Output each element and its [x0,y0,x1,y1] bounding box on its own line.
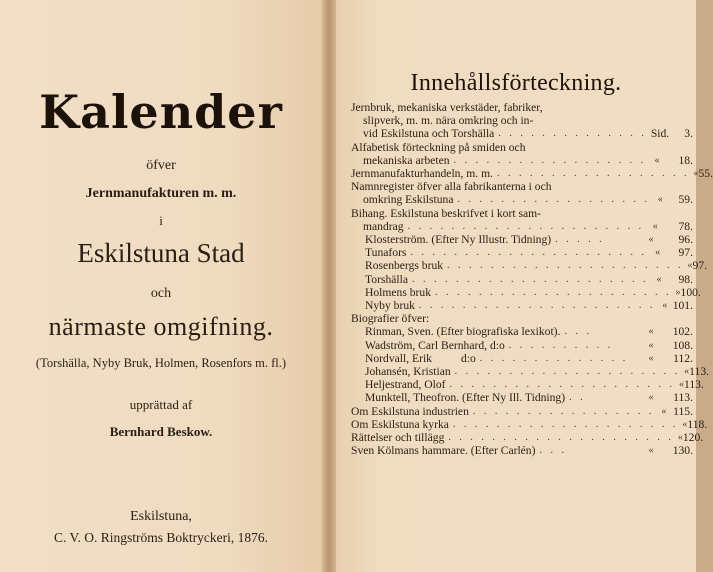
toc-entry-8 [351,259,708,273]
leader-dots: . . . . . [555,234,605,246]
leader-dots: . . . . . . . . . . . . . . . . . [472,405,655,417]
title-places: (Torshälla, Nyby Bruk, Holmen, Rosenfors m. fl.) [35,356,287,370]
ditto-mark: « [679,379,684,391]
title-och: och [150,286,172,301]
toc-entry-text: Sven Kölmans hammare. (Efter Carlén) [351,444,536,458]
ditto-mark: « [693,168,699,180]
toc-entry-12: Biografier öfver: [351,312,430,326]
toc-title: Innehållsförteckning. [410,70,622,96]
ditto-mark: « [648,392,654,404]
toc-entry-1 [351,127,693,140]
toc-page-number: 59. [678,193,693,207]
toc-page-number: 115. [673,404,693,418]
leader-dots: . . . . . . . . . . . . . . [498,128,647,140]
toc-entry-6 [351,233,693,246]
toc-entry-16 [351,365,710,379]
leader-dots: . . . . . . . . . . . . . . . . . . . . . . [435,286,672,298]
toc-page-number: 113. [684,378,704,392]
leader-dots: . . . [539,445,567,457]
toc-page-number: 113. [689,365,710,379]
imprint-printer: C. V. O. Ringströms Boktryckeri, 1876. [53,530,268,545]
ditto-mark: « [648,326,654,338]
leader-dots: . . . . . . . . . . . . . . . . . . . . . . [418,300,656,312]
ditto-mark: « [682,418,688,430]
toc-entry-text: mandrag [363,219,404,233]
toc-page-number: 113. [673,391,693,405]
toc-entry-19 [351,405,693,418]
toc-entry-10 [351,285,701,299]
toc-entry-1-line-1: Jernbruk, mekaniska verkstäder, fabriker, [351,101,543,114]
title-city: Eskilstuna Stad [77,238,245,268]
leader-dots: . . . . . . . . . . [508,339,614,351]
toc-entry-15 [351,352,693,365]
toc-page-number: 120. [682,431,704,445]
ditto-mark: « [655,247,661,259]
ditto-mark: « [687,260,693,272]
title-surroundings: närmaste omgifning. [48,312,274,341]
toc-entry-7 [351,246,693,259]
toc-entry-text: Nyby bruk [365,299,415,313]
toc-entry-text: Johansén, Kristian [365,365,451,379]
toc-entry-text: Jernmanufakturhandeln, m. m. [351,167,493,181]
toc-entry-17 [351,378,704,392]
toc-entry-21 [351,431,704,445]
ditto-mark: « [648,339,654,351]
toc-page-number: 101. [672,299,693,313]
toc-entry-text: omkring Eskilstuna [363,193,454,207]
toc-entry-5-line-1: Bihang. Eskilstuna beskrifvet i kort sam- [351,206,541,220]
toc-page-number: 55. [698,167,713,181]
leader-dots: . . . . . . . . . . . . . . . . . . . . . [454,366,681,378]
leader-dots: . . . [564,326,592,338]
toc-page-number: 130. [672,444,693,458]
leader-dots: . . . . . . . . . . . . . . . . . . . . . . [447,260,684,272]
toc-entry-text: Torshälla [365,272,408,286]
book-gutter [322,0,336,572]
toc-entry-text: Rinman, Sven. (Efter biografiska lexikot). [365,325,561,339]
toc-entry-text: Tunafors [365,246,407,260]
toc-page-number: 97. [678,246,693,260]
toc-entry-2-line-1: Alfabetisk förteckning på smiden och [351,140,526,154]
toc-page-number: 78. [678,219,693,233]
ditto-mark: « [652,220,658,232]
toc-page-number: 3. [684,127,693,141]
title-kalender: Kalender [39,85,283,139]
toc-entry-22 [351,444,693,457]
toc-entry-4-line-1: Namnregister öfver alla fabrikanterna i och [351,180,552,194]
leader-dots: . . . . . . . . . . . . . . . . . . . . . . [410,247,647,259]
title-subject: Jernmanufakturen m. m. [85,186,237,201]
leader-dots: . . . . . . . . . . . . . . . . . . . . . [452,418,679,430]
prepared-by-label: upprättad af [129,397,193,412]
ditto-mark: « [648,445,654,457]
leader-dots: . . . . . . . . . . . . . . . . . . . . . [448,432,674,444]
ditto-mark: « [656,273,662,285]
ditto-mark: « [677,432,683,444]
toc-page-number: 102. [672,325,693,339]
toc-entry-text: Om Eskilstuna kyrka [351,417,449,431]
ditto-mark: » [675,286,681,298]
toc-entry-20 [351,417,708,431]
leader-dots: . . . . . . . . . . . . . . . . . . . . . [449,379,675,391]
imprint-place: Eskilstuna, [130,509,192,524]
leader-dots: . . . . . . . . . . . . . . . . . . . . . . [411,273,649,285]
toc-entry-text: Heljestrand, Olof [365,378,446,392]
toc-page-number: 96. [678,233,693,247]
toc-entry-11 [351,299,693,312]
toc-entry-2 [351,154,693,167]
title-ofver: öfver [146,158,176,173]
toc-entry-text: Holmens bruk [365,285,432,299]
ditto-mark: « [648,234,654,246]
toc-page-number: 97. [692,259,708,273]
toc-sid-label: Sid. [650,127,670,141]
toc-entry-text: Rosenbergs bruk [365,259,444,273]
toc-entry-14 [351,339,693,352]
toc-page-number: 100. [680,285,701,299]
toc-page-number: 112. [673,351,693,365]
ditto-mark: « [648,352,654,364]
toc-entry-18 [351,391,693,404]
toc-page-number: 98. [678,272,693,286]
leader-dots: . . [569,392,586,404]
toc-entry-text: vid Eskilstuna och Torshälla [363,127,495,141]
ditto-mark: « [684,366,690,378]
ditto-mark: « [657,194,663,206]
toc-entry-text: Munktell, Theofron. (Efter Ny Ill. Tidning) [365,391,566,405]
toc-entry-text: Om Eskilstuna industrien [351,404,469,418]
author-name: Bernhard Beskow. [109,424,213,439]
leader-dots: . . . . . . . . . . . . . . . . . . [496,168,690,180]
toc-entry-text: Klosterström. (Efter Ny Illustr. Tidning) [365,233,552,247]
toc-entry-13 [351,325,693,338]
toc-list [351,101,713,458]
toc-entry-4 [351,193,693,206]
toc-page-number: 118. [687,417,708,431]
toc-entry-text: Rättelser och tillägg [351,431,445,445]
ditto-mark: « [661,405,667,417]
ditto-mark: « [654,154,660,166]
toc-page-number: 18. [678,153,693,167]
leader-dots: . . . . . . . . . . . . . . [479,352,629,364]
leader-dots: . . . . . . . . . . . . . . . . . . [457,194,650,206]
toc-page-number: 108. [672,338,693,352]
leader-dots: . . . . . . . . . . . . . . . . . . . . . . [407,220,645,232]
toc-entry-5 [351,220,693,233]
leader-dots: . . . . . . . . . . . . . . . . . . [453,154,647,166]
toc-entry-3 [351,167,713,181]
toc-entry-text: Nordvall, Erik d:o [365,351,476,365]
toc-entry-text: Wadström, Carl Bernhard, d:o [365,338,505,352]
title-i: i [159,213,163,228]
ditto-mark: « [662,300,668,312]
toc-entry-text: mekaniska arbeten [363,153,450,167]
toc-entry-9 [351,273,693,286]
toc-entry-1-line-2: slipverk, m. m. nära omkring och in- [363,114,534,128]
